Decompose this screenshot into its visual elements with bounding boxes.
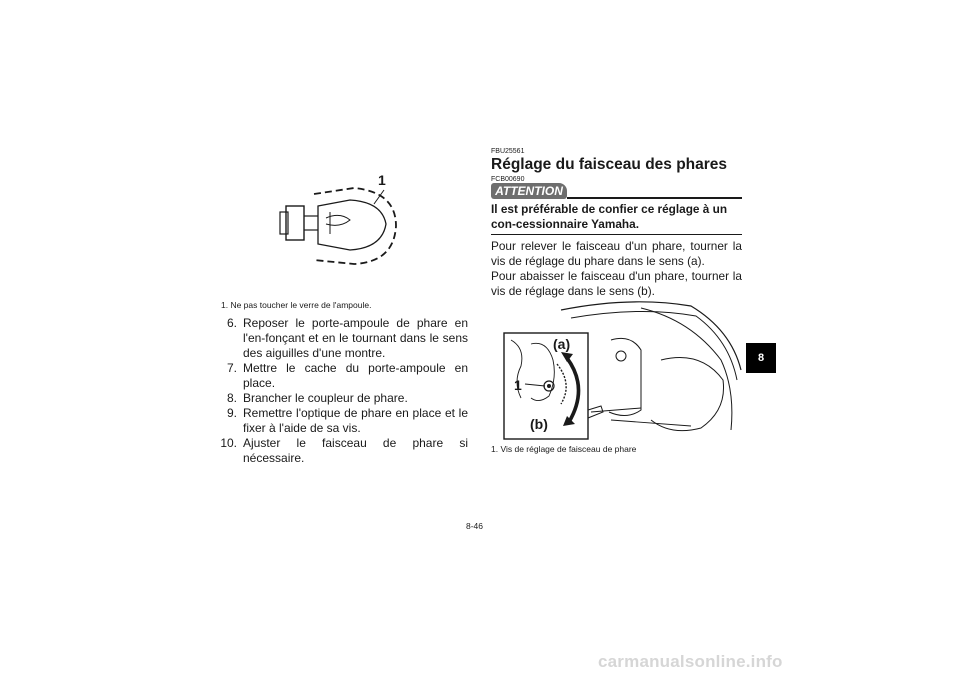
bulb-base bbox=[286, 206, 304, 240]
step-list bbox=[220, 316, 468, 466]
headlight-illustration bbox=[491, 300, 742, 440]
section-code: FBU25561 bbox=[491, 148, 525, 155]
bulb-caption: 1. Ne pas toucher le verre de l'ampoule. bbox=[221, 300, 372, 310]
step-6: 6. Reposer le porte-ampoule de phare en l'en-fonçant et en le tournant dans le sens des aiguilles d'une montre. bbox=[226, 316, 468, 360]
chapter-tab: 8 bbox=[746, 343, 776, 373]
step-9: 9. Remettre l'optique de phare en place et le fixer à l'aide de sa vis. bbox=[226, 406, 468, 435]
attention-text: Il est préférable de confier ce réglage à un con-cessionnaire Yamaha. bbox=[491, 202, 728, 231]
attention-bottom-rule bbox=[491, 234, 742, 235]
dashed-outline bbox=[314, 188, 396, 264]
step-10: 10. Ajuster le faisceau de phare si nécessaire. bbox=[220, 436, 468, 465]
headlight-caption: 1. Vis de réglage de faisceau de phare bbox=[491, 444, 637, 454]
label-b: (b) bbox=[530, 416, 548, 432]
watermark: carmanualsonline.info bbox=[598, 652, 783, 671]
label-1: 1 bbox=[514, 377, 522, 393]
instructions bbox=[491, 239, 742, 299]
section-title: Réglage du faisceau des phares bbox=[491, 156, 728, 173]
attention-badge: ATTENTION bbox=[491, 183, 567, 199]
label-a: (a) bbox=[553, 336, 571, 352]
bulb-illustration bbox=[270, 172, 410, 290]
instruction-lower: Pour abaisser le faisceau d'un phare, tourner la vis de réglage dans le sens (b). bbox=[491, 269, 742, 298]
instruction-raise: Pour relever le faisceau d'un phare, tourner la vis de réglage du phare dans le sens (a). bbox=[491, 239, 742, 268]
page-number: 8-46 bbox=[466, 521, 484, 531]
step-7: 7. Mettre le cache du porte-ampoule en place. bbox=[226, 361, 468, 390]
figure-label-1: 1 bbox=[378, 172, 386, 188]
step-8: 8. Brancher le coupleur de phare. bbox=[226, 391, 408, 405]
attention-code: FCB00690 bbox=[491, 176, 525, 183]
attention-top-rule bbox=[567, 197, 742, 199]
